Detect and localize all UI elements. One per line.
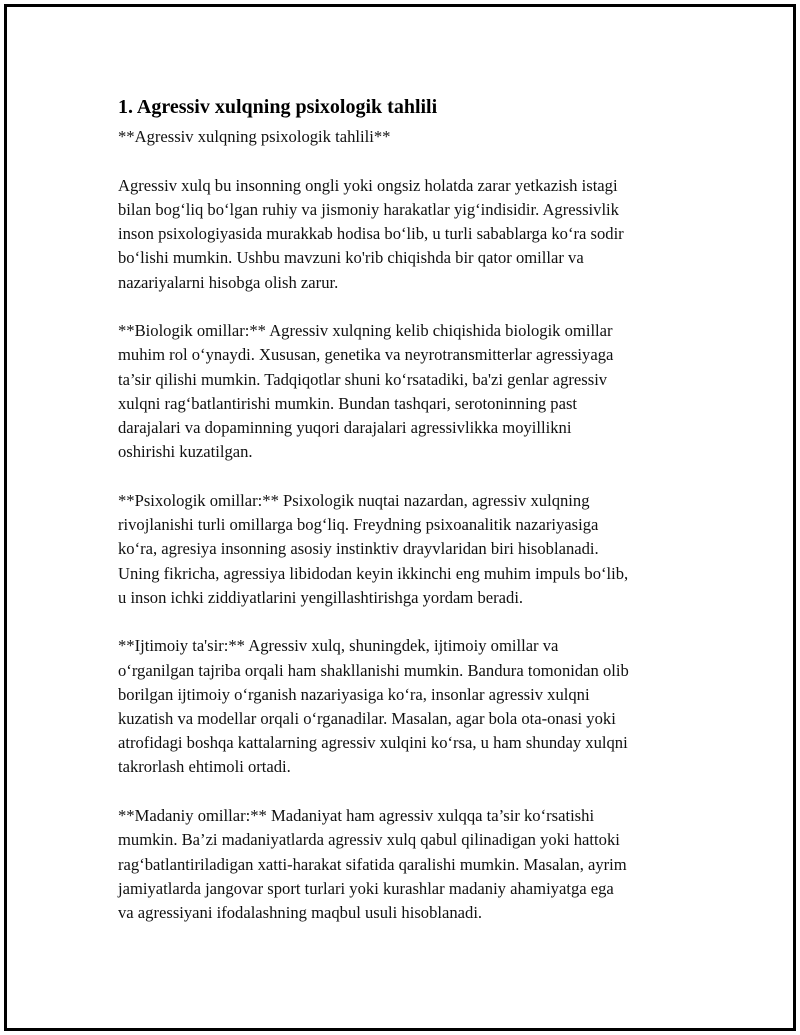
paragraph-social (118, 634, 708, 779)
paragraph-biological (118, 319, 708, 464)
text-line: takrorlash ehtimoli ortadi. (118, 757, 291, 777)
text-line: o‘rganilgan tajriba orqali ham shakllanishi mumkin. Bandura tomonidan olib (118, 660, 629, 680)
text-line: ko‘ra, agresiya insonning asosiy instinktiv drayvlaridan biri hisoblanadi. (118, 539, 599, 559)
text-line: bilan bog‘liq bo‘lgan ruhiy va jismoniy harakatlar yig‘indisidir. Agressivlik (118, 199, 619, 219)
text-line: bo‘lishi mumkin. Ushbu mavzuni ko'rib chiqishda bir qator omillar va (118, 248, 584, 268)
text-line: Uning fikricha, agressiya libidodan keyin ikkinchi eng muhim impuls bo‘lib, (118, 563, 629, 583)
text-line: darajalari va dopaminning yuqori darajalari agressivlikka moyillikni (118, 418, 572, 438)
document-body (118, 93, 708, 950)
text-line: xulqni rag‘batlantirishi mumkin. Bundan tashqari, serotoninning past (118, 393, 578, 413)
text-line: va agressiyani ifodalashning maqbul usuli hisoblanadi. (118, 902, 483, 922)
text-line: muhim rol o‘ynaydi. Xususan, genetika va neyrotransmitterlar agressiyaga (118, 345, 614, 365)
text-line: **Biologik omillar:** Agressiv xulqning kelib chiqishida biologik omillar (118, 321, 613, 341)
text-line: nazariyalarni hisobga olish zarur. (118, 272, 339, 292)
paragraph-heading (118, 125, 708, 149)
text-line: **Psixologik omillar:** Psixologik nuqtai nazardan, agressiv xulqning (118, 490, 590, 510)
text-line: mumkin. Ba’zi madaniyatlarda agressiv xulq qabul qilinadigan yoki hattoki (118, 830, 620, 850)
text-line: **Madaniy omillar:** Madaniyat ham agressiv xulqqa ta’sir ko‘rsatishi (118, 806, 595, 826)
text-line: atrofidagi boshqa kattalarning agressiv xulqini ko‘rsa, u ham shunday xulqni (118, 733, 628, 753)
text-line: u inson ichki ziddiyatlarini yengillashtirishga yordam beradi. (118, 587, 524, 607)
text-line: oshirishi kuzatilgan. (118, 442, 253, 462)
text-line: kuzatish va modellar orqali o‘rganadilar. Masalan, agar bola ota-onasi yoki (118, 709, 616, 729)
text-line: borilgan ijtimoiy o‘rganish nazariyasiga ko‘ra, insonlar agressiv xulqni (118, 684, 590, 704)
document-title: 1. Agressiv xulqning psixologik tahlili (118, 96, 438, 118)
text-line: **Agressiv xulqning psixologik tahlili** (118, 127, 391, 146)
text-line: jamiyatlarda jangovar sport turlari yoki kurashlar madaniy ahamiyatga ega (118, 878, 614, 898)
paragraph-intro (118, 174, 708, 295)
text-line: **Ijtimoiy ta'sir:** Agressiv xulq, shuningdek, ijtimoiy omillar va (118, 636, 559, 656)
paragraph-cultural (118, 804, 708, 925)
text-line: inson psixologiyasida murakkab hodisa bo‘lib, u turli sabablarga ko‘ra sodir (118, 224, 624, 244)
text-line: Agressiv xulq bu insonning ongli yoki ongsiz holatda zarar yetkazish istagi (118, 175, 618, 195)
paragraph-psychological (118, 489, 708, 610)
text-line: rag‘batlantiriladigan xatti-harakat sifatida qaralishi mumkin. Masalan, ayrim (118, 854, 627, 874)
text-line: ta’sir qilishi mumkin. Tadqiqotlar shuni ko‘rsatadiki, ba'zi genlar agressiv (118, 369, 608, 389)
text-line: rivojlanishi turli omillarga bog‘liq. Freydning psixoanalitik nazariyasiga (118, 515, 599, 535)
